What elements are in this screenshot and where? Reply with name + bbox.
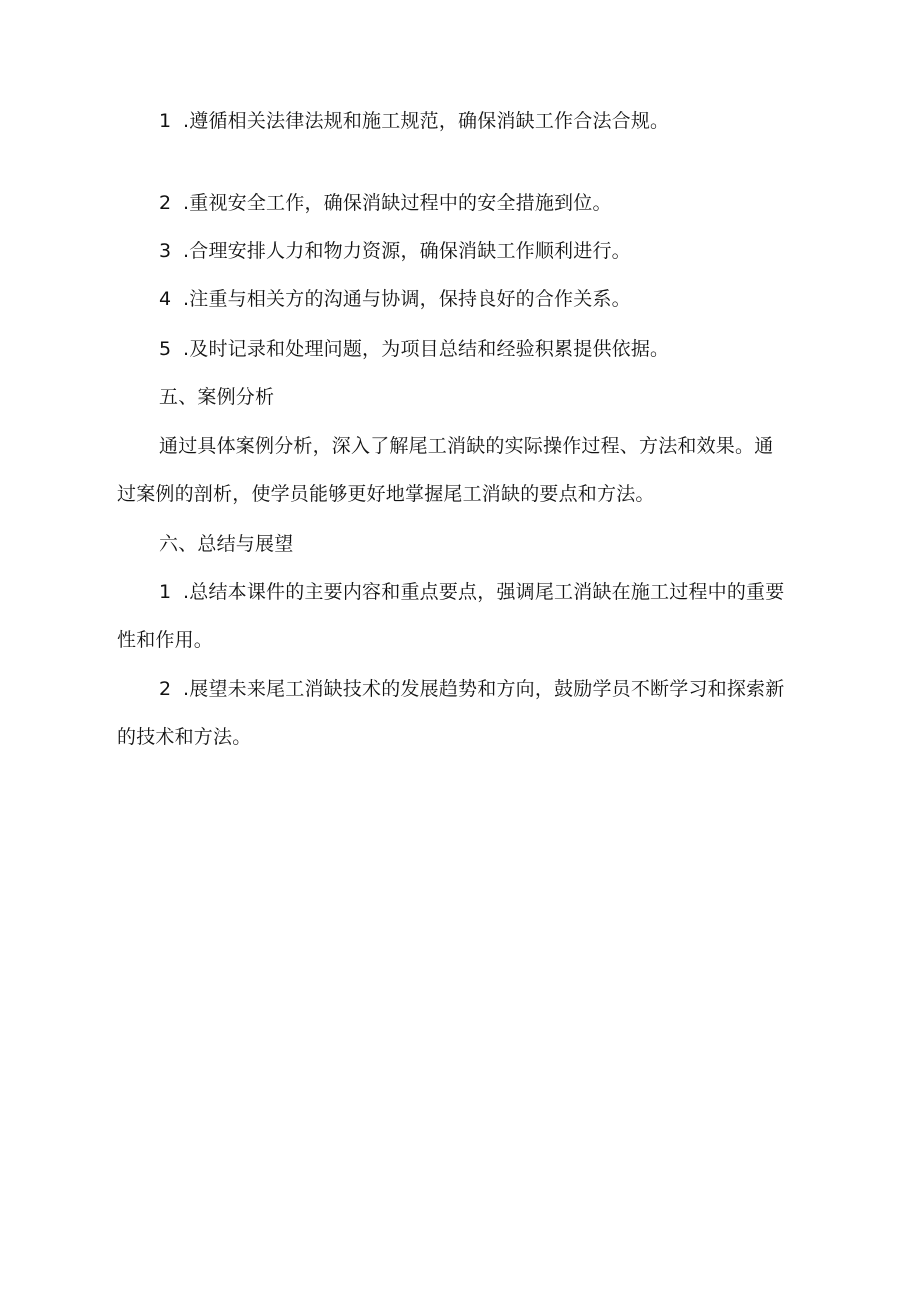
list-item-number: 1 [159, 581, 172, 603]
list-item [159, 340, 849, 359]
paragraph-line: 性和作用。 [117, 629, 214, 651]
list-item [159, 583, 849, 602]
list-item [159, 680, 849, 699]
list-item-number: 2 [159, 192, 172, 214]
list-item-text: .重视安全工作，确保消缺过程中的安全措施到位。 [183, 192, 612, 214]
list-item [159, 290, 849, 309]
list-item [159, 112, 849, 131]
section-heading: 六、总结与展望 [159, 533, 294, 555]
list-item-text: .及时记录和处理问题，为项目总结和经验积累提供依据。 [183, 338, 670, 360]
list-item-number: 2 [159, 678, 172, 700]
list-item-text: .注重与相关方的沟通与协调，保持良好的合作关系。 [183, 288, 631, 310]
list-item-text: .展望未来尾工消缺技术的发展趋势和方向，鼓励学员不断学习和探索新 [183, 678, 785, 700]
list-item-number: 4 [159, 288, 172, 310]
list-item-number: 5 [159, 338, 172, 360]
paragraph-line: 的技术和方法。 [117, 726, 252, 748]
list-item [159, 242, 849, 261]
paragraph-line: 过案例的剖析，使学员能够更好地掌握尾工消缺的要点和方法。 [117, 483, 655, 505]
paragraph-line: 通过具体案例分析，深入了解尾工消缺的实际操作过程、方法和效果。通 [159, 435, 774, 457]
list-item-text: .总结本课件的主要内容和重点要点，强调尾工消缺在施工过程中的重要 [183, 581, 785, 603]
list-item-text: .遵循相关法律法规和施工规范，确保消缺工作合法合规。 [183, 110, 670, 132]
section-heading: 五、案例分析 [159, 386, 275, 408]
list-item-text: .合理安排人力和物力资源，确保消缺工作顺利进行。 [183, 240, 631, 262]
list-item [159, 194, 849, 213]
list-item-number: 3 [159, 240, 172, 262]
list-item-number: 1 [159, 110, 172, 132]
